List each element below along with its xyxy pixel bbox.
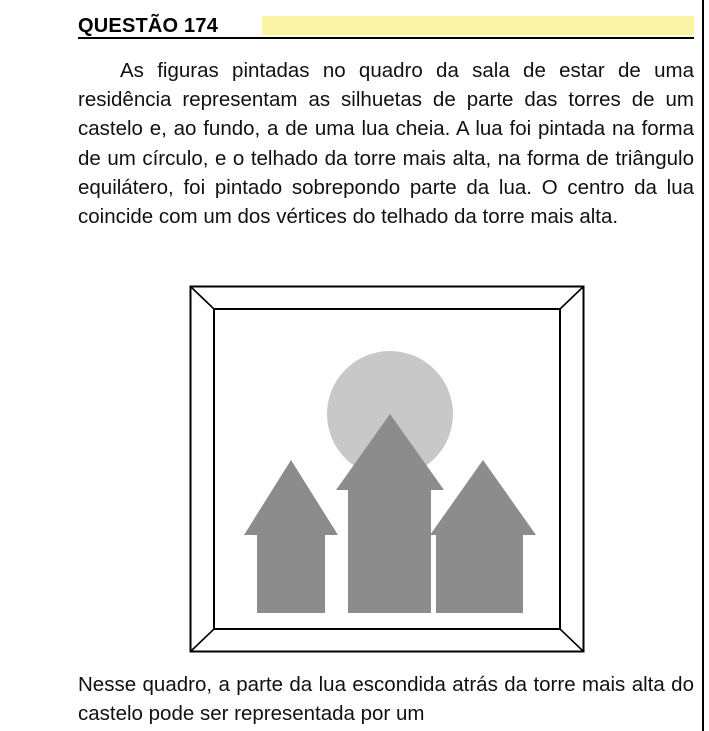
- left-tower-body: [257, 533, 325, 613]
- right-tower-body: [436, 533, 523, 613]
- painting-figure: [189, 285, 585, 653]
- question-statement: As figuras pintadas no quadro da sala de estar de uma residência representam as silhuetas de parte das torres de um castelo e, ao fundo, a de uma lua cheia. A lua foi pintada na forma de um círculo, e o telhado da torre mais alta, na forma de triângulo equilátero, foi pintado sobrepondo parte da lua. O centro da lua coincide com um dos vértices do telhado da torre mais alta.: [78, 59, 694, 229]
- question-number: QUESTÃO 174: [78, 15, 219, 37]
- header-underline: [78, 37, 694, 39]
- tall-tower-body: [348, 488, 431, 613]
- page-right-rule: [702, 0, 704, 731]
- header-highlight-bar: [262, 16, 694, 35]
- question-prompt: Nesse quadro, a parte da lua escondida atrás da torre mais alta do castelo pode ser representada por um: [78, 673, 694, 726]
- question-header: [78, 12, 694, 40]
